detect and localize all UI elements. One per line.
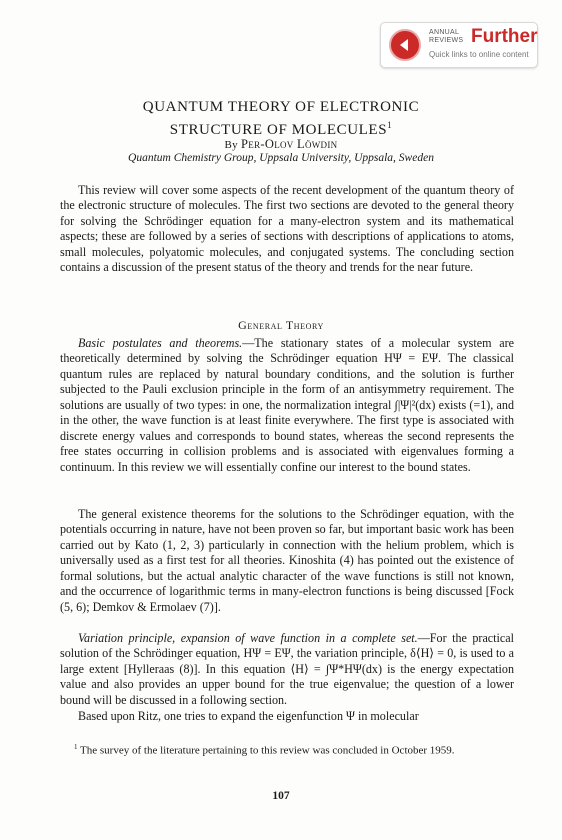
- title-line-1: QUANTUM THEORY OF ELECTRONIC: [142, 99, 420, 115]
- title-line-2: STRUCTURE OF MOLECULES$^1$: [169, 120, 393, 138]
- author-line: By Per-Olov Löwdin: [224, 137, 338, 151]
- paragraph-ritz: Based upon Ritz, one tries to expand the eigenfunction Ψ in molecular: [78, 709, 419, 723]
- author-name: Per-Olov Löwdin: [241, 137, 338, 151]
- paragraph-basic-postulates: Basic postulates and theorems.—The stationary states of a molecular system are theoretically determined by solving the Schrödinger equation HΨ = EΨ. The classical quantum rules are replaced by natural boundary conditions, and the solution is further subjected to the Pauli exclusion principle in the form of an antisymmetry requirement. The solutions are usually of two types: in one, the normalization integral ∫|Ψ|²(dx) exists (=1), and in the other, the wave function is at least finite everywhere. The first type is associated with discrete energy values and corresponds to bound states, whereas the second represents the free states occurring in collision problems and is associated with eigenvalues forming a continuum. In this review we will essentially confine our interest to the bound states.: [60, 336, 514, 474]
- title-footnote-mark: 1: [387, 120, 393, 130]
- section-heading: General Theory: [238, 318, 324, 332]
- affiliation: Quantum Chemistry Group, Uppsala University, Uppsala, Sweden: [128, 152, 434, 164]
- footnote-mark: 1: [74, 743, 78, 751]
- further-tagline: Quick links to online content: [429, 50, 529, 59]
- paragraph-heading: Basic postulates and theorems.: [78, 336, 243, 350]
- further-play-icon[interactable]: [389, 29, 421, 61]
- paragraph-existence-theorems: The general existence theorems for the solutions to the Schrödinger equation, with the potentials occurring in nature, have not been proven so far, but important basic work has been carried out by Kato (1, 2, 3) particularly in connection with the helium problem, which is universally used as a first test for all theories. Kinoshita (4) has pointed out the existence of formal solutions, but the actual analytic character of the wave functions is still not known, and the occurrence of logarithmic terms in many-electron functions is being discussed [Fock (5, 6); Demkov & Ermolaev (7)].: [60, 507, 514, 614]
- paragraph-heading: Variation principle, expansion of wave function in a complete set.: [78, 631, 418, 645]
- further-label: Further: [471, 26, 538, 47]
- further-badge[interactable]: [380, 22, 538, 68]
- intro-paragraph: This review will cover some aspects of the recent development of the quantum theory of the electronic structure of molecules. The first two sections are devoted to the general theory for solving the Schrödinger equation for a many-electron system and its mathematical aspects; these are followed by a series of sections with descriptions of applications to atoms, small molecules, polyatomic molecules, and conjugated systems. The concluding section contains a discussion of the present status of the theory and trends for the near future.: [60, 183, 514, 275]
- footnote: $^1$ The survey of the literature pertaining to this review was concluded in October 1959.: [74, 743, 455, 757]
- annual-reviews-logo: ANNUAL REVIEWS: [429, 29, 464, 44]
- page-number: 107: [272, 790, 290, 802]
- paragraph-variation-principle: Variation principle, expansion of wave function in a complete set.—For the practical solution of the Schrödinger equation, HΨ = EΨ, the variation principle, δ⟨H⟩ = 0, is used to a large extent [Hylleraas (8)]. In this equation ⟨H⟩ = ∫Ψ*HΨ(dx) is the energy expectation value and also provides an upper bound for the true eigenvalue; the question of a lower bound will be discussed in a following section.: [60, 631, 514, 707]
